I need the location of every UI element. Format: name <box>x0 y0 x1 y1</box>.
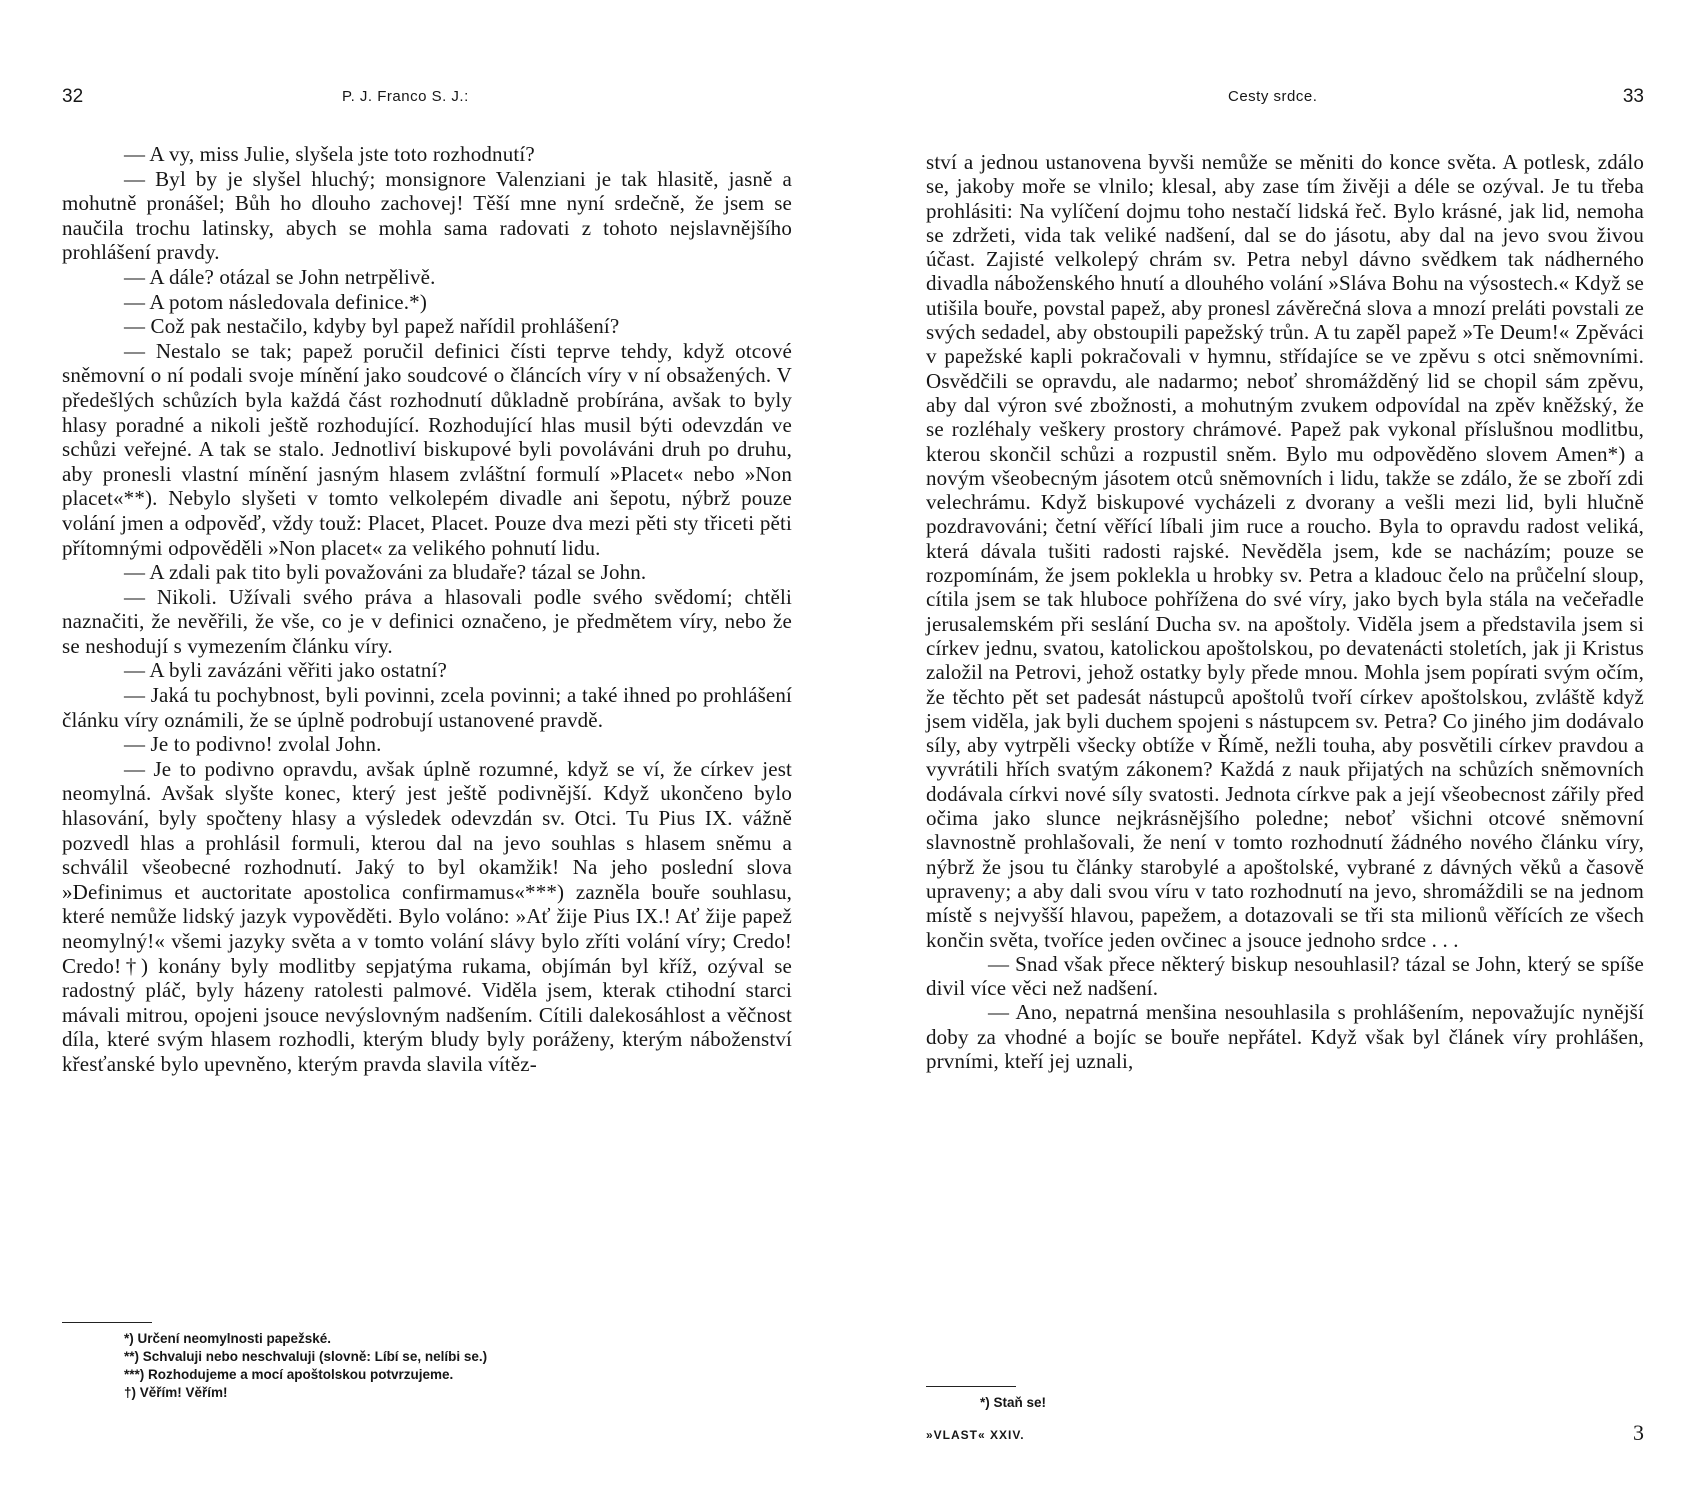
footnote: *) Určení neomylnosti papežské. <box>124 1331 332 1346</box>
paragraph: — Je to podivno! zvolal John. <box>124 732 382 757</box>
left-footnotes <box>124 1330 487 1402</box>
right-footnotes <box>980 1394 1046 1412</box>
paragraph: — A zdali pak tito byli považováni za bludaře? tázal se John. <box>124 560 647 585</box>
footnote: ***) Rozhodujeme a mocí apoštolskou potvrzujeme. <box>124 1367 454 1382</box>
paragraph: — Což pak nestačilo, kdyby byl papež nařídil prohlášení? <box>124 314 620 339</box>
footnote: †) Věřím! Věřím! <box>124 1385 228 1400</box>
footnote: *) Staň se! <box>980 1395 1047 1410</box>
paragraph: — Byl by je slyšel hluchý; monsignore Valenziani je tak hlasitě, jasně a mohutně pronášel; Bůh ho dlouho zachovej! Těší mne nyní srdečně, že jsem se naučila trochu latinsky, abych se mohla sama radovati z tohoto nejslavnějšího prohlášení pravdy. <box>62 166 792 265</box>
paragraph: ství a jednou ustanovena byvši nemůže se měniti do konce světa. A potlesk, zdálo se, jakoby moře se vlnilo; klesal, aby zase tím živěji a déle se ozýval. Je tu třeba prohlásiti: Na vylíčení dojmu toho nestačí lidská řeč. Bylo krásné, jak lid, nemoha se zdržeti, vida tak veliké nadšení, dal se do jásotu, aby dal na jevo svou živou účast. Zajisté velkolepý chrám sv. Petra nebyl dávno svědkem tak nádherného divadla náboženského hnutí a dlouhého volání »Sláva Bohu na výsostech.« Když se utišila bouře, povstal papež, aby pronesl závěrečná slova a mnozí preláti povstali ze svých sedadel, aby obstoupili papežský trůn. A tu zapěl papež »Te Deum!« Zpěváci v papežské kapli pokračovali v hymnu, střídajíce se ve zpěvu s otci sněmovními. Osvědčili se opravdu, ale nadarmo; neboť shromážděný lid se chopil sám zpěvu, aby dal výron své zbožnosti, a mohutným zvukem odpovídal na zpěv kněžský, že se rozléhaly veškery prostory chrámové. Papež pak vykonal příslušnou modlitbu, kterou skončil schůzi a rozpustil sněm. Bylo mu odpověděno slovem Amen*) a novým všeobecným jásotem otců sněmovních i lidu, takže se zdálo, že se zboří zdi velechrámu. Když biskupové vycházeli z dvorany a vešli mezi lid, byli hlučně pozdravováni; četní věřící líbali jim ruce a roucho. Byla to opravdu radost veliká, která dávala tušiti radosti rajské. Nevěděla jsem, kde se nacházím; pouze se rozpomínám, že jsem poklekla u hrobky sv. Petra a kladouc čelo na průčelní sloup, cítila jsem se tak hluboce pohřížena do své víry, jako bych byla stála na večeřadle jerusalemském při seslání Ducha sv. na apoštoly. Viděla jsem a představila jsem si církev jednu, svatou, katolickou apoštolskou, po devatenácti stoletích, jak ji Kristus založil na Petrovi, jehož ostatky byly přede mnou. Mohla jsem popírati svým očím, že těchto pět set padesát nástupců apoštolů tvoří církev apoštolskou, zvláště když jsem viděla, jak byli duchem spojeni s nástupcem sv. Petra? Co jiného jim dodávalo síly, aby vytrpěli všecky obtíže v Římě, nežli touha, aby posvětili církev pravdou a vyvrátili hřích svatým zákonem? Každá z nauk přijatých na schůzích sněmovních dodávala církvi nové síly svatosti. Jednota církve pak a její všeobecnost zářily před očima jako slunce nejkrásnějšího poledne; neboť všichni otcové sněmovní slavnostně prohlašovali, že není v tomto rozhodnutí žádného nového článku víry, nýbrž že jsou tu články starobylé a apoštolské, vybrané z dávných věků a časově upraveny; a aby dali svou víru v tato rozhodnutí na jevo, shromáždili se na jednom místě s nejvyšší hlavou, papežem, a dotazovali se tři sta milionů věřících ze všech končin světa, tvoříce jeden ovčinec a jsouce jednoho srdce . . . <box>926 150 1644 952</box>
right-running-head: Cesty srdce. <box>1228 88 1318 105</box>
paragraph: — Jaká tu pochybnost, byli povinni, zcela povinni; a také ihned po prohlášení článku víry oznámili, že se úplně podrobují ustanovené pravdě. <box>62 683 792 732</box>
right-page-header <box>926 86 1644 116</box>
printer-signature: »VLAST« XXIV. <box>926 1428 1025 1442</box>
paragraph: — A potom následovala definice.*) <box>124 289 427 314</box>
left-page-number: 32 <box>62 86 84 107</box>
sheet-number: 3 <box>1633 1420 1644 1445</box>
paragraph: — Je to podivno opravdu, avšak úplně rozumné, když se ví, že církev jest neomylná. Avšak slyšte konec, který jest ještě podivnější. Když ukončeno bylo hlasování, byly spočteny hlasy a výsledek odevzdán sv. Otci. Tu Pius IX. vážně pozvedl hlas a prohlásil formuli, kterou dal na jevo souhlas s hlasem sněmu a schválil všeobecné rozhodnutí. Jaký to byl okamžik! Na jeho poslední slova »Definimus et auctoritate apostolica confirmamus«***) zazněla bouře souhlasu, které nemůže lidský jazyk vypověděti. Bylo voláno: »Ať žije Pius IX.! Ať žije papež neomylný!« všemi jazyky světa a v tomto volání slávy bylo zříti volání víry; Credo! Credo!†) konány byly modlitby sepjatýma rukama, objímán byl kříž, ozýval se radostný pláč, byly házeny ratolesti palmové. Viděla jsem, kterak ctihodní starci mávali mitrou, opojeni jsouce nevýslovným nadšením. Cítili dalekosáhlost a věčnost díla, které svým hlasem rozhodli, kterým bludy byly poráženy, kterým náboženství křesťanské bylo upevněno, kterým pravda slavila vítěz- <box>62 756 792 1076</box>
footnote-rule <box>62 1322 152 1323</box>
right-page-body <box>926 150 1644 1073</box>
left-running-head: P. J. Franco S. J.: <box>342 88 469 105</box>
paragraph: — A byli zavázáni věřiti jako ostatní? <box>124 658 447 683</box>
paragraph: — A dále? otázal se John netrpělivě. <box>124 264 436 289</box>
paragraph: — Snad však přece některý biskup nesouhlasil? tázal se John, který se spíše divil více věci než nadšení. <box>926 951 1644 1001</box>
right-page-number: 33 <box>1622 86 1644 107</box>
paragraph: — Nestalo se tak; papež poručil definici čísti teprve tehdy, když otcové sněmovní o ní podali svoje mínění jako soudcové o článcích víry v ní obsažených. V předešlých schůzích byla každá část rozhodnutí důkladně probírána, avšak to byly hlasy poradné a nikoli ještě rozhodující. Rozhodující hlas musil býti odevzdán ve schůzi veřejné. A tak se stalo. Jednotliví biskupové byli povoláváni druh po druhu, aby pronesli vlastní mínění jasným hlasem zvláštní formulí »Placet« nebo »Non placet«**). Nebylo slyšeti v tomto velkolepém divadle ani šepotu, nýbrž pouze volání jmen a odpověď, vždy touž: Placet, Placet. Pouze dva mezi pěti sty třiceti pěti přítomnými odpověděli »Non placet« za velikého pohnutí lidu. <box>62 338 792 560</box>
footnote-rule <box>926 1386 1016 1387</box>
footnote: **) Schvaluji nebo neschvaluji (slovně: Líbí se, nelíbi se.) <box>124 1349 488 1364</box>
paragraph: — Nikoli. Užívali svého práva a hlasovali podle svého svědomí; chtěli naznačiti, že nevěřili, že vše, co je v definici označeno, je předmětem víry, nebo že se neshodují s vymezením článku víry. <box>62 584 792 658</box>
paragraph: — A vy, miss Julie, slyšela jste toto rozhodnutí? <box>124 142 535 166</box>
left-page-header <box>62 86 792 116</box>
left-page-body <box>62 142 792 1077</box>
paragraph: — Ano, nepatrná menšina nesouhlasila s prohlášením, nepovažujíc nynější doby za vhodné a bojíc se bouře nepřátel. Když však byl článek víry prohlášen, prvními, kteří jej uznali, <box>926 1000 1644 1073</box>
